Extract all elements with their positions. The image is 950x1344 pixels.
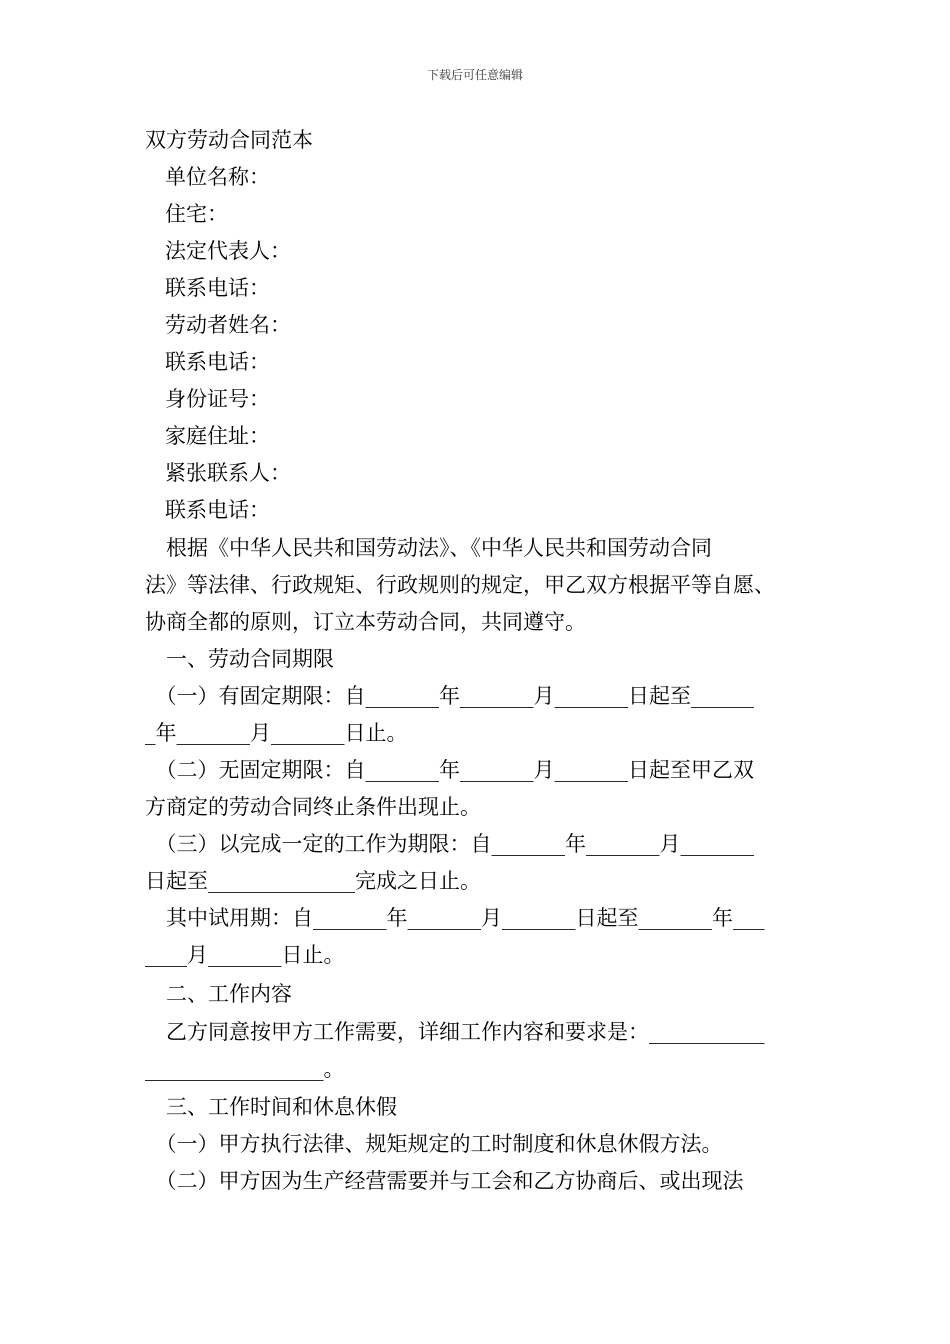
page-header-note: 下载后可任意编辑 (426, 68, 523, 82)
preamble-line-2: 法》等法律、行政规矩、行政规则的规定，甲乙双方根据平等自愿、 (145, 573, 775, 597)
field-emergency-phone: 联系电话： (165, 498, 270, 522)
document-title: 双方劳动合同范本 (145, 128, 313, 152)
job-content-line-1: 乙方同意按甲方工作需要，详细工作内容和要求是：___________ (145, 1020, 765, 1044)
field-worker-name: 劳动者姓名： (165, 313, 291, 337)
field-worker-phone: 联系电话： (165, 350, 270, 374)
working-hours-item-1: （一）甲方执行法律、规矩规定的工时制度和休息休假方法。 (145, 1132, 723, 1156)
fixed-term-line-1: （一）有固定期限：自_______年_______月_______日起至______ (145, 684, 754, 708)
field-emergency-contact: 紧张联系人： (165, 461, 291, 485)
trial-period-line-1: 其中试用期：自_______年_______月_______日起至_______年___ (145, 906, 765, 930)
job-content-line-2: _________________。 (145, 1057, 345, 1081)
trial-period-line-2: ____月_______日止。 (145, 943, 345, 967)
working-hours-item-2: （二）甲方因为生产经营需要并与工会和乙方协商后、或出现法 (145, 1169, 744, 1193)
section-1-heading: 一、劳动合同期限 (145, 647, 334, 671)
section-2-heading: 二、工作内容 (145, 982, 292, 1006)
field-employer-name: 单位名称： (165, 165, 270, 189)
field-home-address: 家庭住址： (165, 424, 270, 448)
preamble-line-1: 根据《中华人民共和国劳动法》、《中华人民共和国劳动合同 (145, 536, 712, 560)
field-legal-representative: 法定代表人： (165, 239, 291, 263)
field-id-number: 身份证号： (165, 387, 270, 411)
preamble-line-3: 协商全都的原则，订立本劳动合同，共同遵守。 (145, 610, 586, 634)
section-3-heading: 三、工作时间和休息休假 (145, 1095, 397, 1119)
open-term-line-2: 方商定的劳动合同终止条件出现止。 (145, 795, 481, 819)
task-term-line-2: 日起至______________完成之日止。 (145, 869, 481, 893)
field-residence: 住宅： (165, 202, 228, 226)
field-employer-phone: 联系电话： (165, 276, 270, 300)
task-term-line-1: （三）以完成一定的工作为期限：自_______年_______月_______ (145, 832, 754, 856)
open-term-line-1: （二）无固定期限：自_______年_______月_______日起至甲乙双 (145, 758, 754, 782)
fixed-term-line-2: _年_______月_______日止。 (145, 721, 408, 745)
